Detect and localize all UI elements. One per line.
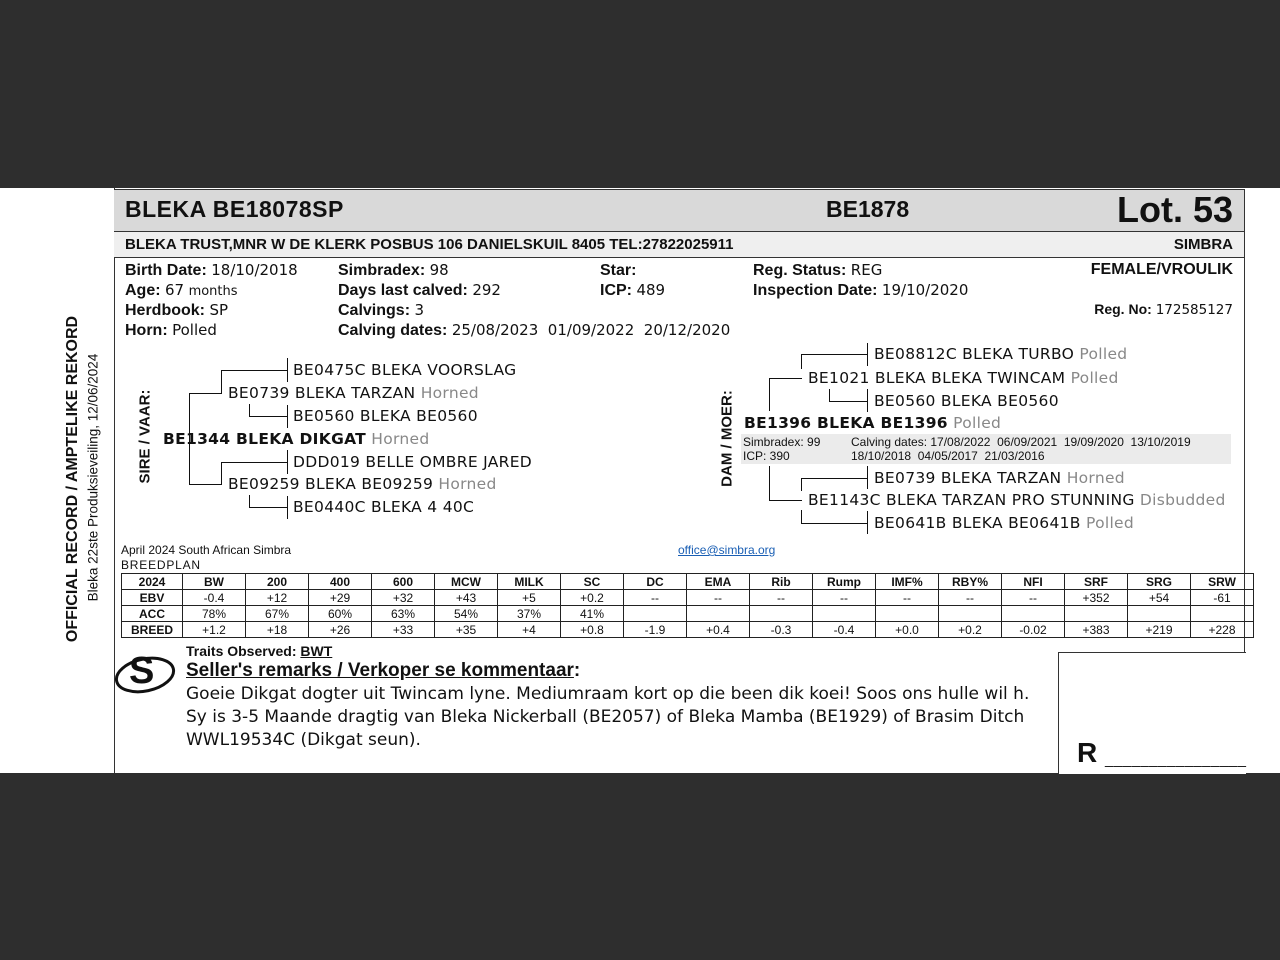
ebv-cell: +5 — [498, 590, 561, 606]
remarks-title: Seller's remarks / Verkoper se kommentaar: — [186, 660, 581, 681]
ebv-cell: 200 — [246, 574, 309, 590]
sire-dam-sire: DDD019 BELLE OMBRE JARED — [293, 453, 533, 471]
ebv-cell: 41% — [561, 606, 624, 622]
simbradex: Simbradex: 98 — [338, 261, 449, 279]
reg-number: Reg. No: 172585127 — [1094, 301, 1233, 318]
ebv-cell: EBV — [122, 590, 183, 606]
dam-dam: BE1143C BLEKA TARZAN PRO STUNNING Disbudded — [808, 491, 1226, 509]
dam-sire-dam: BE0560 BLEKA BE0560 — [874, 392, 1059, 410]
ebv-source: April 2024 South African Simbra — [121, 543, 292, 557]
ebv-cell: -- — [750, 590, 813, 606]
ebv-row-breed — [122, 622, 1254, 638]
ebv-cell — [1128, 606, 1191, 622]
ebv-cell: 60% — [309, 606, 372, 622]
ebv-cell: NFI — [1002, 574, 1065, 590]
ebv-cell: -- — [1002, 590, 1065, 606]
ebv-cell: -1.9 — [624, 622, 687, 638]
ebv-cell: -- — [876, 590, 939, 606]
ebv-cell: 400 — [309, 574, 372, 590]
ebv-cell: IMF% — [876, 574, 939, 590]
ebv-cell — [813, 606, 876, 622]
ebv-cell: +35 — [435, 622, 498, 638]
ebv-cell: 67% — [246, 606, 309, 622]
dam-dam-sire: BE0739 BLEKA TARZAN Horned — [874, 469, 1125, 487]
reg-status: Reg. Status: REG — [753, 261, 883, 279]
ebv-cell: 78% — [183, 606, 246, 622]
breed-label: SIMBRA — [1173, 236, 1233, 253]
ebv-header-row — [122, 574, 1254, 590]
ebv-cell: 54% — [435, 606, 498, 622]
remarks-line-2: Sy is 3-5 Maande dragtig van Bleka Nickerball (BE2057) of Bleka Mamba (BE1929) of Brasim Ditch — [186, 707, 1025, 727]
ebv-cell: -0.02 — [1002, 622, 1065, 638]
ebv-cell: 2024 — [122, 574, 183, 590]
ebv-cell: BW — [183, 574, 246, 590]
ebv-cell — [1002, 606, 1065, 622]
ebv-cell: -0.3 — [750, 622, 813, 638]
ebv-cell: Rump — [813, 574, 876, 590]
ebv-cell: -61 — [1191, 590, 1254, 606]
sire-label: SIRE / VAAR: — [136, 389, 154, 484]
animal-name: BLEKA BE18078SP — [125, 196, 344, 222]
ebv-cell: -0.4 — [183, 590, 246, 606]
ebv-cell: +0.8 — [561, 622, 624, 638]
price-box — [1058, 652, 1246, 774]
star: Star: — [600, 262, 637, 279]
ebv-cell — [750, 606, 813, 622]
price-blank[interactable]: ________________ — [1105, 751, 1247, 768]
email-link[interactable]: office@simbra.org — [678, 543, 776, 557]
ebv-cell: SRF — [1065, 574, 1128, 590]
birth-date: Birth Date: 18/10/2018 — [125, 261, 298, 279]
ebv-cell: BREED — [122, 622, 183, 638]
ebv-method: BREEDPLAN — [121, 558, 201, 572]
ebv-cell: +228 — [1191, 622, 1254, 638]
sire-sire-dam: BE0560 BLEKA BE0560 — [293, 407, 478, 425]
ebv-cell: -- — [687, 590, 750, 606]
ebv-cell: +33 — [372, 622, 435, 638]
ebv-cell: MILK — [498, 574, 561, 590]
remarks-line-1: Goeie Dikgat dogter uit Twincam lyne. Mediumraam kort op die been dik koei! Soos ons hulle wil h. — [186, 684, 1030, 704]
remarks-line-3: WWL19534C (Dikgat seun). — [186, 730, 421, 750]
ebv-cell: +0.4 — [687, 622, 750, 638]
simbra-logo: S — [112, 652, 176, 698]
age: Age: 67 months — [125, 281, 238, 299]
ebv-cell: Rib — [750, 574, 813, 590]
days-last-calved: Days last calved: 292 — [338, 281, 501, 299]
calving-dates: Calving dates: 25/08/2023 01/09/2022 20/12/2020 — [338, 321, 731, 339]
ebv-cell: +383 — [1065, 622, 1128, 638]
ebv-cell: +352 — [1065, 590, 1128, 606]
sire-sire-sire: BE0475C BLEKA VOORSLAG — [293, 361, 517, 379]
ebv-cell: +0.2 — [939, 622, 1002, 638]
sire-sire: BE0739 BLEKA TARZAN Horned — [228, 384, 479, 402]
horn-status: Horn: Polled — [125, 321, 217, 339]
dam-label: DAM / MOER: — [718, 390, 736, 487]
ebv-cell — [687, 606, 750, 622]
ebv-cell — [1191, 606, 1254, 622]
dam-dam-dam: BE0641B BLEKA BE0641B Polled — [874, 514, 1135, 532]
ebv-cell: MCW — [435, 574, 498, 590]
ebv-cell — [1065, 606, 1128, 622]
ebv-table — [121, 573, 1254, 638]
ebv-row-ebv — [122, 590, 1254, 606]
ebv-cell: 63% — [372, 606, 435, 622]
ebv-cell — [624, 606, 687, 622]
ebv-cell: +43 — [435, 590, 498, 606]
ebv-cell: SC — [561, 574, 624, 590]
traits-observed: Traits Observed: BWT — [186, 643, 333, 659]
official-record-label: OFFICIAL RECORD / AMPTELIKE REKORD — [64, 315, 81, 643]
icp: ICP: 489 — [600, 281, 666, 299]
sire-name: BE1344 BLEKA DIKGAT Horned — [163, 430, 430, 448]
dam-name: BE1396 BLEKA BE1396 Polled — [744, 414, 1002, 432]
ebv-cell: -- — [624, 590, 687, 606]
sex: FEMALE/VROULIK — [1090, 261, 1233, 278]
ebv-cell: -- — [939, 590, 1002, 606]
ebv-cell — [939, 606, 1002, 622]
ebv-cell: 600 — [372, 574, 435, 590]
rand-symbol: R — [1077, 737, 1098, 768]
ebv-cell: -- — [813, 590, 876, 606]
ebv-cell: +4 — [498, 622, 561, 638]
ebv-cell: ACC — [122, 606, 183, 622]
ebv-cell: +26 — [309, 622, 372, 638]
lot-number: Lot. 53 — [1116, 189, 1233, 230]
ebv-cell: RBY% — [939, 574, 1002, 590]
herdbook: Herdbook: SP — [125, 301, 229, 319]
ebv-cell: +219 — [1128, 622, 1191, 638]
ebv-cell: +0.0 — [876, 622, 939, 638]
ebv-cell: +0.2 — [561, 590, 624, 606]
ebv-cell: +54 — [1128, 590, 1191, 606]
ebv-cell: EMA — [687, 574, 750, 590]
ebv-cell: SRW — [1191, 574, 1254, 590]
ebv-row-acc — [122, 606, 1254, 622]
ebv-cell: +1.2 — [183, 622, 246, 638]
sire-dam-dam: BE0440C BLEKA 4 40C — [293, 498, 475, 516]
auction-label: Bleka 22ste Produksieveiling, 12/06/2024 — [85, 353, 101, 602]
ebv-cell: +32 — [372, 590, 435, 606]
ebv-cell: +12 — [246, 590, 309, 606]
ebv-cell: -0.4 — [813, 622, 876, 638]
dam-sire: BE1021 BLEKA BLEKA TWINCAM Polled — [808, 369, 1119, 387]
ebv-cell: SRG — [1128, 574, 1191, 590]
ebv-cell: +18 — [246, 622, 309, 638]
ebv-cell — [876, 606, 939, 622]
inspection-date: Inspection Date: 19/10/2020 — [753, 281, 969, 299]
dam-sire-sire: BE08812C BLEKA TURBO Polled — [874, 345, 1128, 363]
ebv-cell: 37% — [498, 606, 561, 622]
animal-id: BE1878 — [826, 196, 910, 222]
owner-details: BLEKA TRUST,MNR W DE KLERK POSBUS 106 DANIELSKUIL 8405 TEL:27822025911 — [125, 236, 734, 253]
ebv-cell: DC — [624, 574, 687, 590]
sire-dam: BE09259 BLEKA BE09259 Horned — [228, 475, 497, 493]
calvings: Calvings: 3 — [338, 301, 425, 319]
dam-summary: Simbradex: 99 ICP: 390 Calving dates: 17/08/2022 06/09/2021 19/09/2020 13/10/2019 18/10/2018 04/05/2017 21/03/2016 — [741, 434, 1231, 464]
ebv-cell: +29 — [309, 590, 372, 606]
